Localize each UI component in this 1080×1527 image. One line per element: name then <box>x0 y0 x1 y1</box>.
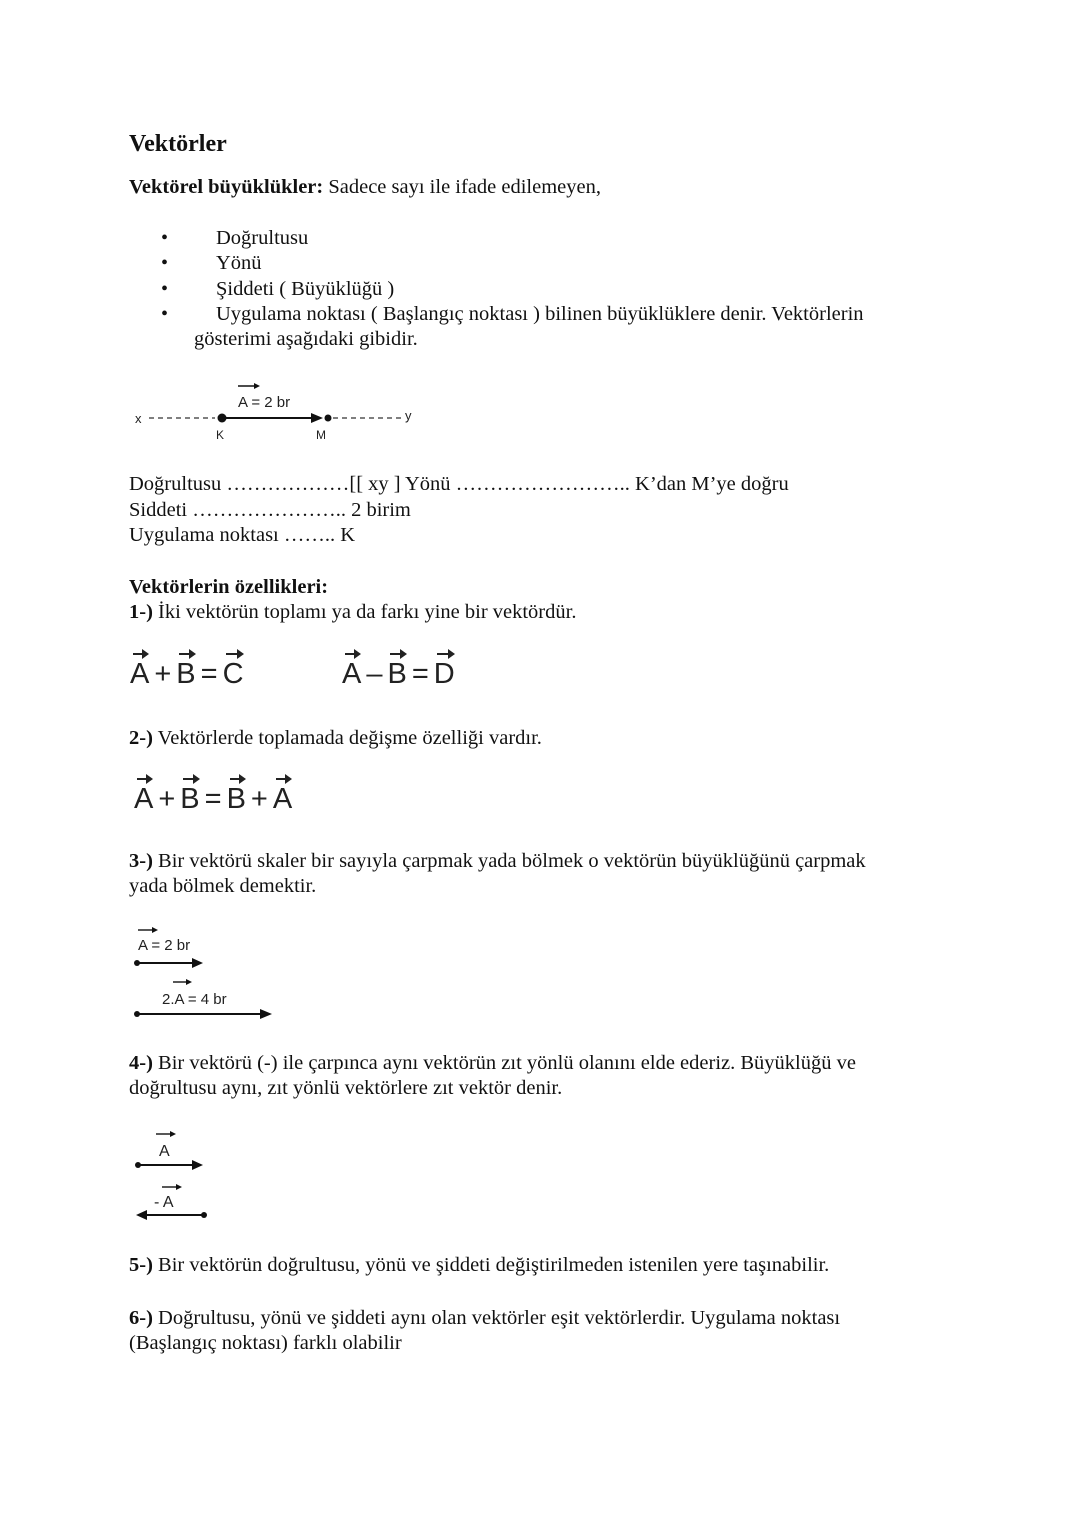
property-number: 6-) <box>129 1307 153 1329</box>
intro-term: Vektörel büyüklükler: <box>129 176 324 198</box>
property-text: İki vektörün toplamı ya da farkı yine bir vektördür. <box>152 601 577 623</box>
property-text: Vektörlerde toplamada değişme özelliği vardır. <box>152 727 542 749</box>
bullet-dot: • <box>161 303 169 325</box>
plus-sign: + <box>158 783 177 815</box>
arrow-head <box>260 1009 272 1019</box>
right-end-label: y <box>405 408 412 423</box>
vector-a: A <box>342 658 363 690</box>
vector-a-label: A = 2 br <box>138 937 191 954</box>
arrow-head <box>192 1160 203 1170</box>
property-number: 5-) <box>129 1254 153 1276</box>
section-title: Vektörlerin özellikleri: <box>129 576 329 598</box>
point-m-label: M <box>316 428 326 442</box>
plus-sign: + <box>250 783 269 815</box>
property-6-continuation: (Başlangıç noktası) farklı olabilir <box>129 1332 402 1354</box>
vector-d: D <box>433 658 456 690</box>
arrow-head <box>311 413 323 423</box>
vector-c: C <box>222 658 245 690</box>
vector-a: A <box>272 783 294 815</box>
vector-a-label: A <box>159 1143 170 1160</box>
property-1 <box>129 600 576 625</box>
equals-sign: = <box>200 658 219 690</box>
vector-overline-head <box>254 383 260 389</box>
property-4 <box>129 1051 856 1076</box>
vector-a: A <box>130 658 151 690</box>
property-6 <box>129 1306 840 1331</box>
vector-2a-label: 2.A = 4 br <box>162 991 227 1008</box>
vector-b: B <box>387 658 408 690</box>
point-k-label: K <box>216 428 225 442</box>
bullet-item: Doğrultusu <box>216 227 309 249</box>
property-text: Doğrultusu, yönü ve şiddeti aynı olan vektörler eşit vektörlerdir. Uygulama noktası <box>152 1307 841 1329</box>
bullet-continuation: gösterimi aşağıdaki gibidir. <box>194 328 418 350</box>
equation-difference <box>342 658 456 691</box>
scalar-multiplication-diagram <box>128 920 288 1025</box>
bullet-item: Şiddeti ( Büyüklüğü ) <box>216 278 395 300</box>
direction-line: Doğrultusu ………………[[ xy ] Yönü …………………….. K’dan M’ye doğru <box>129 473 789 495</box>
vector-overline-head <box>176 1184 182 1190</box>
property-4-continuation: doğrultusu aynı, zıt yönlü vektörlere zıt vektör denir. <box>129 1077 563 1099</box>
bullet-item: Uygulama noktası ( Başlangıç noktası ) bilinen büyüklüklere denir. Vektörlerin <box>216 303 864 325</box>
intro-text: Sadece sayı ile ifade edilemeyen, <box>323 176 601 198</box>
vector-b: B <box>226 783 247 815</box>
property-number: 1-) <box>129 601 153 623</box>
point-m <box>325 415 332 422</box>
minus-sign: – <box>366 658 384 690</box>
vector-line-diagram <box>125 378 425 448</box>
property-number: 4-) <box>129 1052 153 1074</box>
vector-label: A = 2 br <box>238 394 291 411</box>
bullet-dot: • <box>161 278 169 300</box>
plus-sign: + <box>154 658 173 690</box>
vector-a: A <box>134 783 155 815</box>
page-title: Vektörler <box>129 131 227 157</box>
opposite-vector-diagram <box>128 1125 218 1225</box>
property-2 <box>129 726 542 751</box>
vector-b: B <box>180 783 201 815</box>
bullet-item: Yönü <box>216 252 262 274</box>
vector-b: B <box>176 658 197 690</box>
equation-sum <box>130 658 245 691</box>
equals-sign: = <box>411 658 430 690</box>
property-number: 2-) <box>129 727 153 749</box>
property-number: 3-) <box>129 850 153 872</box>
vector-neg-a-label: - A <box>154 1194 174 1211</box>
property-text: Bir vektörü skaler bir sayıyla çarpmak yada bölmek o vektörün büyüklüğünü çarpmak <box>152 850 866 872</box>
equation-commutative <box>134 783 293 816</box>
vector-overline-head <box>152 927 158 933</box>
start-point <box>201 1212 207 1218</box>
bullet-dot: • <box>161 252 169 274</box>
magnitude-line: Siddeti ………………….. 2 birim <box>129 499 411 521</box>
vector-overline-head <box>186 979 192 985</box>
property-text: Bir vektörü (-) ile çarpınca aynı vektörün zıt yönlü olanını elde ederiz. Büyüklüğü ve <box>152 1052 856 1074</box>
bullet-dot: • <box>161 227 169 249</box>
property-3-continuation: yada bölmek demektir. <box>129 875 317 897</box>
property-text: Bir vektörün doğrultusu, yönü ve şiddeti değiştirilmeden istenilen yere taşınabilir. <box>152 1254 830 1276</box>
property-5 <box>129 1253 829 1278</box>
arrow-head <box>192 958 203 968</box>
left-end-label: x <box>135 411 142 426</box>
equals-sign: = <box>204 783 223 815</box>
intro-line <box>129 175 601 200</box>
application-point-line: Uygulama noktası …….. K <box>129 524 356 546</box>
vector-overline-head <box>170 1131 176 1137</box>
property-3 <box>129 849 866 874</box>
